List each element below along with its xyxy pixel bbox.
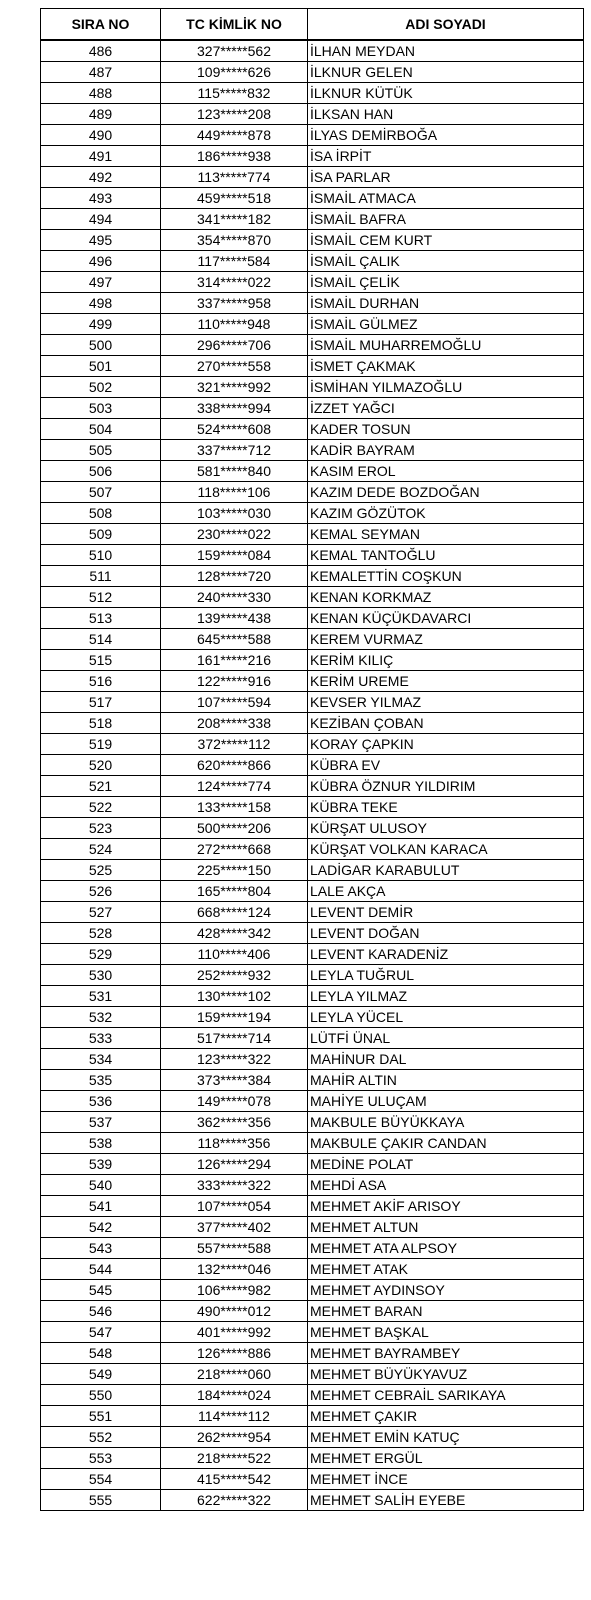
table-row (41, 1280, 584, 1301)
table-row (41, 776, 584, 797)
sira-no-cell: 493 (41, 188, 161, 209)
tc-kimlik-no-cell: 117*****584 (161, 251, 308, 272)
adi-soyadi-cell: KEVSER YILMAZ (308, 692, 584, 713)
sira-no-cell: 497 (41, 272, 161, 293)
table-row (41, 629, 584, 650)
adi-soyadi-cell: İSMAİL ÇELİK (308, 272, 584, 293)
adi-soyadi-cell: MEHMET BARAN (308, 1301, 584, 1322)
person-list-table (40, 8, 584, 1511)
sira-no-cell: 552 (41, 1427, 161, 1448)
tc-kimlik-no-cell: 459*****518 (161, 188, 308, 209)
sira-no-cell: 553 (41, 1448, 161, 1469)
tc-kimlik-no-cell: 218*****060 (161, 1364, 308, 1385)
sira-no-cell: 524 (41, 839, 161, 860)
table-row (41, 188, 584, 209)
column-header-adi-soyadi: ADI SOYADI (308, 9, 584, 41)
sira-no-cell: 527 (41, 902, 161, 923)
adi-soyadi-cell: İLKNUR KÜTÜK (308, 83, 584, 104)
table-row (41, 230, 584, 251)
adi-soyadi-cell: MEHMET EMİN KATUÇ (308, 1427, 584, 1448)
adi-soyadi-cell: İSMAİL ÇALIK (308, 251, 584, 272)
column-header-sira-no: SIRA NO (41, 9, 161, 41)
tc-kimlik-no-cell: 110*****948 (161, 314, 308, 335)
sira-no-cell: 507 (41, 482, 161, 503)
table-row (41, 356, 584, 377)
tc-kimlik-no-cell: 133*****158 (161, 797, 308, 818)
sira-no-cell: 537 (41, 1112, 161, 1133)
sira-no-cell: 492 (41, 167, 161, 188)
tc-kimlik-no-cell: 124*****774 (161, 776, 308, 797)
table-row (41, 839, 584, 860)
adi-soyadi-cell: MAHİR ALTIN (308, 1070, 584, 1091)
table-row (41, 503, 584, 524)
table-row (41, 1469, 584, 1490)
tc-kimlik-no-cell: 620*****866 (161, 755, 308, 776)
sira-no-cell: 503 (41, 398, 161, 419)
table-row (41, 587, 584, 608)
adi-soyadi-cell: KÜRŞAT ULUSOY (308, 818, 584, 839)
sira-no-cell: 540 (41, 1175, 161, 1196)
adi-soyadi-cell: İSMAİL MUHARREMOĞLU (308, 335, 584, 356)
tc-kimlik-no-cell: 186*****938 (161, 146, 308, 167)
header-row (41, 9, 584, 41)
sira-no-cell: 530 (41, 965, 161, 986)
table-row (41, 818, 584, 839)
adi-soyadi-cell: MEHMET ALTUN (308, 1217, 584, 1238)
sira-no-cell: 533 (41, 1028, 161, 1049)
table-row (41, 524, 584, 545)
sira-no-cell: 544 (41, 1259, 161, 1280)
tc-kimlik-no-cell: 159*****194 (161, 1007, 308, 1028)
adi-soyadi-cell: LALE AKÇA (308, 881, 584, 902)
tc-kimlik-no-cell: 165*****804 (161, 881, 308, 902)
adi-soyadi-cell: MEHDİ ASA (308, 1175, 584, 1196)
adi-soyadi-cell: İSMAİL CEM KURT (308, 230, 584, 251)
sira-no-cell: 495 (41, 230, 161, 251)
table-row (41, 1007, 584, 1028)
tc-kimlik-no-cell: 321*****992 (161, 377, 308, 398)
sira-no-cell: 498 (41, 293, 161, 314)
table-row (41, 713, 584, 734)
tc-kimlik-no-cell: 114*****112 (161, 1406, 308, 1427)
table-row (41, 944, 584, 965)
sira-no-cell: 547 (41, 1322, 161, 1343)
adi-soyadi-cell: İSMİHAN YILMAZOĞLU (308, 377, 584, 398)
sira-no-cell: 555 (41, 1490, 161, 1511)
sira-no-cell: 534 (41, 1049, 161, 1070)
adi-soyadi-cell: MEHMET BAYRAMBEY (308, 1343, 584, 1364)
sira-no-cell: 515 (41, 650, 161, 671)
tc-kimlik-no-cell: 314*****022 (161, 272, 308, 293)
tc-kimlik-no-cell: 337*****958 (161, 293, 308, 314)
sira-no-cell: 508 (41, 503, 161, 524)
adi-soyadi-cell: İSMAİL GÜLMEZ (308, 314, 584, 335)
sira-no-cell: 509 (41, 524, 161, 545)
sira-no-cell: 494 (41, 209, 161, 230)
table-row (41, 377, 584, 398)
table-row (41, 440, 584, 461)
sira-no-cell: 521 (41, 776, 161, 797)
adi-soyadi-cell: KEMAL SEYMAN (308, 524, 584, 545)
tc-kimlik-no-cell: 126*****294 (161, 1154, 308, 1175)
table-row (41, 1070, 584, 1091)
adi-soyadi-cell: KÜBRA ÖZNUR YILDIRIM (308, 776, 584, 797)
adi-soyadi-cell: KORAY ÇAPKIN (308, 734, 584, 755)
adi-soyadi-cell: İSA PARLAR (308, 167, 584, 188)
sira-no-cell: 532 (41, 1007, 161, 1028)
table-row (41, 1238, 584, 1259)
table-row (41, 62, 584, 83)
tc-kimlik-no-cell: 327*****562 (161, 40, 308, 62)
adi-soyadi-cell: MEHMET CEBRAİL SARIKAYA (308, 1385, 584, 1406)
table-row (41, 608, 584, 629)
adi-soyadi-cell: LEVENT DEMİR (308, 902, 584, 923)
adi-soyadi-cell: İSMAİL BAFRA (308, 209, 584, 230)
tc-kimlik-no-cell: 110*****406 (161, 944, 308, 965)
adi-soyadi-cell: KERİM UREME (308, 671, 584, 692)
adi-soyadi-cell: KÜBRA EV (308, 755, 584, 776)
table-row (41, 860, 584, 881)
adi-soyadi-cell: İSMAİL ATMACA (308, 188, 584, 209)
sira-no-cell: 526 (41, 881, 161, 902)
table-row (41, 1217, 584, 1238)
sira-no-cell: 512 (41, 587, 161, 608)
tc-kimlik-no-cell: 449*****878 (161, 125, 308, 146)
adi-soyadi-cell: LEYLA YILMAZ (308, 986, 584, 1007)
sira-no-cell: 514 (41, 629, 161, 650)
table-row (41, 1259, 584, 1280)
adi-soyadi-cell: MEHMET İNCE (308, 1469, 584, 1490)
adi-soyadi-cell: KAZIM DEDE BOZDOĞAN (308, 482, 584, 503)
tc-kimlik-no-cell: 373*****384 (161, 1070, 308, 1091)
tc-kimlik-no-cell: 333*****322 (161, 1175, 308, 1196)
adi-soyadi-cell: MAKBULE BÜYÜKKAYA (308, 1112, 584, 1133)
adi-soyadi-cell: KEZİBAN ÇOBAN (308, 713, 584, 734)
sira-no-cell: 489 (41, 104, 161, 125)
table-row (41, 923, 584, 944)
sira-no-cell: 535 (41, 1070, 161, 1091)
table-row (41, 104, 584, 125)
tc-kimlik-no-cell: 107*****594 (161, 692, 308, 713)
sira-no-cell: 511 (41, 566, 161, 587)
table-row (41, 209, 584, 230)
adi-soyadi-cell: MEHMET ATAK (308, 1259, 584, 1280)
adi-soyadi-cell: İLKNUR GELEN (308, 62, 584, 83)
sira-no-cell: 499 (41, 314, 161, 335)
sira-no-cell: 529 (41, 944, 161, 965)
sira-no-cell: 518 (41, 713, 161, 734)
table-row (41, 335, 584, 356)
sira-no-cell: 523 (41, 818, 161, 839)
sira-no-cell: 506 (41, 461, 161, 482)
sira-no-cell: 541 (41, 1196, 161, 1217)
sira-no-cell: 549 (41, 1364, 161, 1385)
tc-kimlik-no-cell: 240*****330 (161, 587, 308, 608)
table-row (41, 398, 584, 419)
adi-soyadi-cell: İLKSAN HAN (308, 104, 584, 125)
tc-kimlik-no-cell: 208*****338 (161, 713, 308, 734)
tc-kimlik-no-cell: 415*****542 (161, 1469, 308, 1490)
adi-soyadi-cell: İLHAN MEYDAN (308, 40, 584, 62)
table-row (41, 1175, 584, 1196)
table-row (41, 1112, 584, 1133)
sira-no-cell: 513 (41, 608, 161, 629)
sira-no-cell: 528 (41, 923, 161, 944)
table-row (41, 482, 584, 503)
adi-soyadi-cell: LEVENT DOĞAN (308, 923, 584, 944)
column-header-tc-kimlik-no: TC KİMLİK NO (161, 9, 308, 41)
tc-kimlik-no-cell: 377*****402 (161, 1217, 308, 1238)
sira-no-cell: 550 (41, 1385, 161, 1406)
table-row (41, 1427, 584, 1448)
table-row (41, 167, 584, 188)
table-header (41, 9, 584, 41)
table-row (41, 1196, 584, 1217)
sira-no-cell: 545 (41, 1280, 161, 1301)
tc-kimlik-no-cell: 115*****832 (161, 83, 308, 104)
sira-no-cell: 491 (41, 146, 161, 167)
tc-kimlik-no-cell: 159*****084 (161, 545, 308, 566)
sira-no-cell: 519 (41, 734, 161, 755)
sira-no-cell: 538 (41, 1133, 161, 1154)
adi-soyadi-cell: MEDİNE POLAT (308, 1154, 584, 1175)
table-row (41, 734, 584, 755)
table-row (41, 566, 584, 587)
tc-kimlik-no-cell: 139*****438 (161, 608, 308, 629)
tc-kimlik-no-cell: 428*****342 (161, 923, 308, 944)
adi-soyadi-cell: KENAN KÜÇÜKDAVARCI (308, 608, 584, 629)
tc-kimlik-no-cell: 161*****216 (161, 650, 308, 671)
adi-soyadi-cell: MEHMET AYDINSOY (308, 1280, 584, 1301)
adi-soyadi-cell: MEHMET ÇAKIR (308, 1406, 584, 1427)
table-row (41, 40, 584, 62)
adi-soyadi-cell: MEHMET ERGÜL (308, 1448, 584, 1469)
tc-kimlik-no-cell: 490*****012 (161, 1301, 308, 1322)
sira-no-cell: 490 (41, 125, 161, 146)
sira-no-cell: 542 (41, 1217, 161, 1238)
tc-kimlik-no-cell: 668*****124 (161, 902, 308, 923)
tc-kimlik-no-cell: 106*****982 (161, 1280, 308, 1301)
tc-kimlik-no-cell: 123*****322 (161, 1049, 308, 1070)
table-row (41, 83, 584, 104)
tc-kimlik-no-cell: 218*****522 (161, 1448, 308, 1469)
tc-kimlik-no-cell: 362*****356 (161, 1112, 308, 1133)
table-row (41, 272, 584, 293)
table-row (41, 650, 584, 671)
tc-kimlik-no-cell: 128*****720 (161, 566, 308, 587)
adi-soyadi-cell: İSMET ÇAKMAK (308, 356, 584, 377)
table-row (41, 965, 584, 986)
table-row (41, 986, 584, 1007)
adi-soyadi-cell: LEYLA TUĞRUL (308, 965, 584, 986)
tc-kimlik-no-cell: 118*****356 (161, 1133, 308, 1154)
adi-soyadi-cell: KADER TOSUN (308, 419, 584, 440)
adi-soyadi-cell: KASIM EROL (308, 461, 584, 482)
tc-kimlik-no-cell: 272*****668 (161, 839, 308, 860)
table-row (41, 1028, 584, 1049)
sira-no-cell: 487 (41, 62, 161, 83)
adi-soyadi-cell: İSA İRPİT (308, 146, 584, 167)
table-row (41, 1490, 584, 1511)
adi-soyadi-cell: MAHİYE ULUÇAM (308, 1091, 584, 1112)
tc-kimlik-no-cell: 296*****706 (161, 335, 308, 356)
table-row (41, 545, 584, 566)
sira-no-cell: 500 (41, 335, 161, 356)
table-row (41, 293, 584, 314)
adi-soyadi-cell: KENAN KORKMAZ (308, 587, 584, 608)
tc-kimlik-no-cell: 517*****714 (161, 1028, 308, 1049)
tc-kimlik-no-cell: 118*****106 (161, 482, 308, 503)
sira-no-cell: 496 (41, 251, 161, 272)
sira-no-cell: 501 (41, 356, 161, 377)
tc-kimlik-no-cell: 645*****588 (161, 629, 308, 650)
sira-no-cell: 554 (41, 1469, 161, 1490)
tc-kimlik-no-cell: 252*****932 (161, 965, 308, 986)
table-row (41, 671, 584, 692)
table-row (41, 1301, 584, 1322)
tc-kimlik-no-cell: 581*****840 (161, 461, 308, 482)
sira-no-cell: 510 (41, 545, 161, 566)
adi-soyadi-cell: LEYLA YÜCEL (308, 1007, 584, 1028)
tc-kimlik-no-cell: 109*****626 (161, 62, 308, 83)
adi-soyadi-cell: İLYAS DEMİRBOĞA (308, 125, 584, 146)
adi-soyadi-cell: MAHİNUR DAL (308, 1049, 584, 1070)
adi-soyadi-cell: MEHMET AKİF ARISOY (308, 1196, 584, 1217)
table-row (41, 125, 584, 146)
tc-kimlik-no-cell: 149*****078 (161, 1091, 308, 1112)
adi-soyadi-cell: KÜBRA TEKE (308, 797, 584, 818)
tc-kimlik-no-cell: 557*****588 (161, 1238, 308, 1259)
tc-kimlik-no-cell: 230*****022 (161, 524, 308, 545)
adi-soyadi-cell: İZZET YAĞCI (308, 398, 584, 419)
sira-no-cell: 505 (41, 440, 161, 461)
tc-kimlik-no-cell: 341*****182 (161, 209, 308, 230)
adi-soyadi-cell: KERİM KILIÇ (308, 650, 584, 671)
table-row (41, 1343, 584, 1364)
tc-kimlik-no-cell: 372*****112 (161, 734, 308, 755)
tc-kimlik-no-cell: 126*****886 (161, 1343, 308, 1364)
table-row (41, 1049, 584, 1070)
table-row (41, 146, 584, 167)
sira-no-cell: 486 (41, 40, 161, 62)
tc-kimlik-no-cell: 107*****054 (161, 1196, 308, 1217)
sira-no-cell: 516 (41, 671, 161, 692)
table-body (41, 40, 584, 1511)
table-row (41, 797, 584, 818)
adi-soyadi-cell: KAZIM GÖZÜTOK (308, 503, 584, 524)
table-row (41, 1448, 584, 1469)
adi-soyadi-cell: MEHMET BAŞKAL (308, 1322, 584, 1343)
adi-soyadi-cell: LADİGAR KARABULUT (308, 860, 584, 881)
table-row (41, 692, 584, 713)
sira-no-cell: 543 (41, 1238, 161, 1259)
tc-kimlik-no-cell: 113*****774 (161, 167, 308, 188)
sira-no-cell: 520 (41, 755, 161, 776)
adi-soyadi-cell: LEVENT KARADENİZ (308, 944, 584, 965)
tc-kimlik-no-cell: 132*****046 (161, 1259, 308, 1280)
adi-soyadi-cell: MEHMET BÜYÜKYAVUZ (308, 1364, 584, 1385)
table-row (41, 1091, 584, 1112)
tc-kimlik-no-cell: 337*****712 (161, 440, 308, 461)
table-row (41, 902, 584, 923)
sira-no-cell: 531 (41, 986, 161, 1007)
table-row (41, 251, 584, 272)
adi-soyadi-cell: MEHMET ATA ALPSOY (308, 1238, 584, 1259)
tc-kimlik-no-cell: 122*****916 (161, 671, 308, 692)
table-row (41, 1154, 584, 1175)
sira-no-cell: 536 (41, 1091, 161, 1112)
tc-kimlik-no-cell: 225*****150 (161, 860, 308, 881)
tc-kimlik-no-cell: 354*****870 (161, 230, 308, 251)
adi-soyadi-cell: İSMAİL DURHAN (308, 293, 584, 314)
sira-no-cell: 504 (41, 419, 161, 440)
adi-soyadi-cell: KADİR BAYRAM (308, 440, 584, 461)
table-row (41, 419, 584, 440)
table-row (41, 314, 584, 335)
table-row (41, 461, 584, 482)
sira-no-cell: 525 (41, 860, 161, 881)
table-row (41, 1322, 584, 1343)
table-row (41, 1385, 584, 1406)
sira-no-cell: 522 (41, 797, 161, 818)
tc-kimlik-no-cell: 500*****206 (161, 818, 308, 839)
tc-kimlik-no-cell: 103*****030 (161, 503, 308, 524)
tc-kimlik-no-cell: 401*****992 (161, 1322, 308, 1343)
sira-no-cell: 502 (41, 377, 161, 398)
table-row (41, 1406, 584, 1427)
tc-kimlik-no-cell: 130*****102 (161, 986, 308, 1007)
table-row (41, 1364, 584, 1385)
adi-soyadi-cell: MEHMET SALİH EYEBE (308, 1490, 584, 1511)
adi-soyadi-cell: MAKBULE ÇAKIR CANDAN (308, 1133, 584, 1154)
sira-no-cell: 546 (41, 1301, 161, 1322)
tc-kimlik-no-cell: 270*****558 (161, 356, 308, 377)
tc-kimlik-no-cell: 123*****208 (161, 104, 308, 125)
tc-kimlik-no-cell: 262*****954 (161, 1427, 308, 1448)
tc-kimlik-no-cell: 184*****024 (161, 1385, 308, 1406)
adi-soyadi-cell: KEREM VURMAZ (308, 629, 584, 650)
sira-no-cell: 548 (41, 1343, 161, 1364)
table-row (41, 881, 584, 902)
adi-soyadi-cell: LÜTFİ ÜNAL (308, 1028, 584, 1049)
table-row (41, 755, 584, 776)
adi-soyadi-cell: KÜRŞAT VOLKAN KARACA (308, 839, 584, 860)
tc-kimlik-no-cell: 622*****322 (161, 1490, 308, 1511)
tc-kimlik-no-cell: 524*****608 (161, 419, 308, 440)
table-row (41, 1133, 584, 1154)
sira-no-cell: 517 (41, 692, 161, 713)
tc-kimlik-no-cell: 338*****994 (161, 398, 308, 419)
sira-no-cell: 551 (41, 1406, 161, 1427)
sira-no-cell: 539 (41, 1154, 161, 1175)
sira-no-cell: 488 (41, 83, 161, 104)
adi-soyadi-cell: KEMALETTİN COŞKUN (308, 566, 584, 587)
adi-soyadi-cell: KEMAL TANTOĞLU (308, 545, 584, 566)
